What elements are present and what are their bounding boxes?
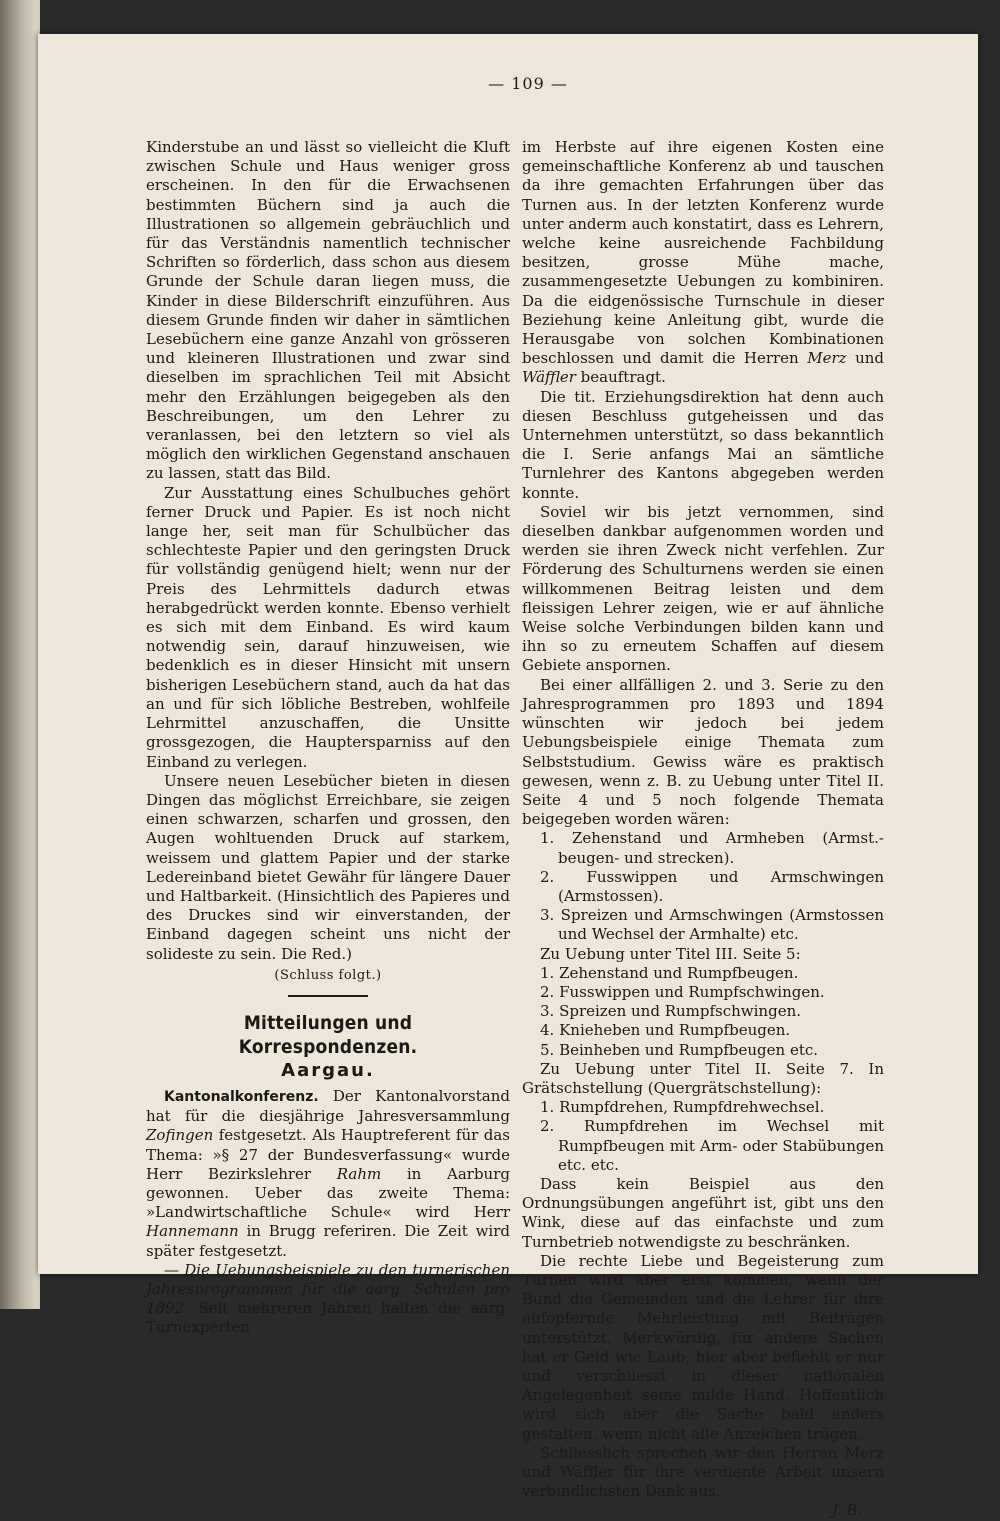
list-item: 1. Zehenstand und Armheben (Armst.-beugen- und strecken). [540, 829, 884, 867]
closing-paragraph [522, 1444, 884, 1521]
text-run: festgesetzt. Als Hauptreferent für das Thema: »§ 27 der Bundesverfassung« wurde Herr Bezirkslehrer [146, 1126, 510, 1183]
paragraph: Die tit. Erziehungsdirektion hat denn auch diesen Beschluss gutgeheissen und das Unternehmen unterstützt, so dass bekanntlich die I. Serie anfangs Mai an sämtliche Turnlehrer des Kantons abgegeben werden konnte. [522, 387, 884, 502]
paragraph: Kinderstube an und lässt so vielleicht die Kluft zwischen Schule und Haus weniger gross erscheinen. In den für die Erwachsenen bestimmten Büchern sind ja auch die Illustrationen so allgemein gebräuchlich und für das Verständnis namentlich technischer Schriften so förderlich, dass schon aus diesem Grunde der Schule daran liegen muss, die Kinder in diese Bilderschrift einzuführen. Aus diesem Grunde finden wir daher in sämtlichen Lesebüchern eine ganze Anzahl von grösseren und kleineren Illustrationen und zwar sind dieselben im sprachlichen Teil mit Absicht mehr den Erzählungen beigegeben als den Beschreibungen, um den Lehrer zu veranlassen, bei den letztern so viel als möglich den wirklichen Gegenstand anschauen zu lassen, statt das Bild. [146, 138, 510, 483]
list-item: 2. Rumpfdrehen im Wechsel mit Rumpfbeugen mit Arm- oder Stabübungen etc. etc. [540, 1117, 884, 1174]
list-item: 4. Knieheben und Rumpfbeugen. [540, 1021, 791, 1040]
emphasis: Zofingen [146, 1126, 214, 1145]
article-title: Die Uebungsbeispiele zu den turnerischen Jahresprogrammen für die aarg. Schulen pro 1892. [146, 1260, 510, 1318]
text-run: Der Kantonalvorstand hat für die diesjährige Jahresversammlung [146, 1086, 510, 1126]
continuation-note: (Schluss folgt.) [274, 967, 382, 983]
paragraph: Unsere neuen Lesebücher bieten in diesen Dingen das möglichst Erreichbare, sie zeigen einen schwarzen, scharfen und grossen, den Augen wohltuenden Druck auf starkem, weissem und glattem Papier und der starke Ledereinband bietet Gewähr für längere Dauer und Haltbarkeit. (Hinsichtlich des Papieres und des Druckes sind wir einverstanden, der Einband dagegen scheint uns nicht der solideste zu sein. Die Red.) [146, 771, 510, 963]
paragraph: Soviel wir bis jetzt vernommen, sind dieselben dankbar aufgenommen worden und werden sie ihren Zweck nicht verfehlen. Zur Förderung des Schulturnens werden sie einen willkommenen Beitrag leisten und dem fleissigen Lehrer zeigen, wie er auf ähnliche Weise solche Verbindungen bilden kann und ihn so zu erneutem Schaffen auf diesem Gebiete anspornen. [522, 502, 884, 675]
paragraph-lead: Kantonalkonferenz. [164, 1088, 319, 1105]
book-page [38, 34, 978, 1520]
exercise-list [522, 829, 884, 944]
text-run: Schliesslich sprechen wir den Herren Merz und Wäffler für ihre verdiente Arbeit unsern verbindlichsten Dank aus. [522, 1443, 884, 1501]
adjacent-page-edge [0, 0, 40, 1309]
left-column [146, 138, 510, 1338]
exercise-list [522, 1098, 884, 1175]
list-item: 1. Zehenstand und Rumpfbeugen. [540, 963, 799, 982]
right-column [522, 138, 884, 1521]
kantonalkonferenz-paragraph [146, 1087, 510, 1261]
paragraph: Zur Ausstattung eines Schulbuches gehört ferner Druck und Papier. Es ist noch nicht lange her, seit man für Schulbücher das schlechteste Papier und den geringsten Druck für vollständig genügend hielt; wenn nur der Preis des Lehrmittels dadurch etwas herabgedrückt werden konnte. Ebenso verhielt es sich mit dem Einband. Es wird kaum notwendig sein, darauf hinzuweisen, wie bedenklich es in dieser Hinsicht mit unsern bisherigen Lesebüchern stand, auch da hat das an und für sich löbliche Bestreben, wohlfeile Lehrmittel anzuschaffen, die Unsitte grossgezogen, die Hauptersparniss auf den Einband zu verlegen. [146, 483, 510, 771]
emphasis: Wäffler [522, 368, 576, 387]
text-run: und [846, 349, 884, 368]
text-run: beauftragt. [575, 368, 666, 387]
list-item: 2. Fusswippen und Armschwingen (Armstossen). [540, 867, 884, 905]
list-heading: Zu Uebung unter Titel II. Seite 7. In Grätschstellung (Quergrätschstellung): [522, 1059, 884, 1097]
signature-line [522, 1501, 884, 1520]
list-item: 1. Rumpfdrehen, Rumpfdrehwechsel. [540, 1098, 825, 1117]
subsection-title: Aargau. [281, 1059, 375, 1081]
uebungsbeispiele-paragraph [146, 1261, 510, 1338]
text-run: im Herbste auf ihre eigenen Kosten eine gemeinschaftliche Konferenz ab und tauschen da ihre gemachten Erfahrungen über das Turnen aus. In der letzten Konferenz wurde unter anderm auch konstatirt, dass es Lehrern, welche keine ausreichende Fachbildung besitzen, grosse Mühe mache, zusammengesetzte Uebungen zu kombiniren. Da die eidgenössische Turnschule in dieser Beziehung keine Anleitung gibt, wurde die Herausgabe von solchen Kombinationen beschlossen und damit die Herren [522, 138, 884, 368]
page-number: — 109 — [488, 74, 568, 93]
list-item: 2. Fusswippen und Rumpfschwingen. [540, 982, 825, 1001]
exercise-list [522, 964, 884, 1060]
paragraph: Dass kein Beispiel aus den Ordnungsübungen angeführt ist, gibt uns den Wink, diese auf das einfachste und zum Turnbetrieb notwendigste zu beschränken. [522, 1174, 884, 1251]
list-item: 3. Spreizen und Armschwingen (Armstossen und Wechsel der Armhalte) etc. [540, 906, 884, 944]
text-run: Seit mehreren Jahren halten die aarg. Turnexperten [146, 1299, 510, 1337]
dash: — [164, 1260, 185, 1279]
paragraph [522, 138, 884, 388]
emphasis: Merz [807, 349, 847, 368]
list-item: 5. Beinheben und Rumpfbeugen etc. [540, 1040, 819, 1059]
text-run: in Aarburg gewonnen. Ueber das zweite Thema: »Landwirtschaftliche Schule« wird Herr [146, 1164, 510, 1222]
emphasis: Hannemann [146, 1222, 239, 1241]
section-divider [288, 995, 368, 997]
paragraph: Die rechte Liebe und Begeisterung zum Turnen wird aber erst kommen, wenn der Bund die Gemeinden und die Lehrer für ihre aufopfernde Mehrleistung mit Beiträgen unterstützt. Merkwürdig, für andere Sachen hat er Geld wie Laub, hier aber befiehlt er nur und verschliesst in dieser nationalen Angelegenheit seine milde Hand. Hoffentlich wird sich aber die Sache bald anders gestalten, wenn nicht alle Anzeichen trügen. [522, 1251, 884, 1443]
list-item: 3. Spreizen und Rumpfschwingen. [540, 1002, 801, 1021]
emphasis: Rahm [336, 1164, 382, 1183]
list-heading: Zu Uebung unter Titel III. Seite 5: [540, 944, 801, 963]
section-title: Mitteilungen und Korrespondenzen. [238, 1011, 418, 1058]
signature: J. B. [831, 1501, 862, 1520]
paragraph: Bei einer allfälligen 2. und 3. Serie zu den Jahresprogrammen pro 1893 und 1894 wünschten wir jedoch bei jedem Uebungsbeispiele einige Themata zum Selbststudium. Gewiss wäre es praktisch gewesen, wenn z. B. zu Uebung unter Titel II. Seite 4 und 5 noch folgende Themata beigegeben worden wären: [522, 675, 884, 829]
text-run: in Brugg referiren. Die Zeit wird später festgesetzt. [146, 1222, 510, 1260]
